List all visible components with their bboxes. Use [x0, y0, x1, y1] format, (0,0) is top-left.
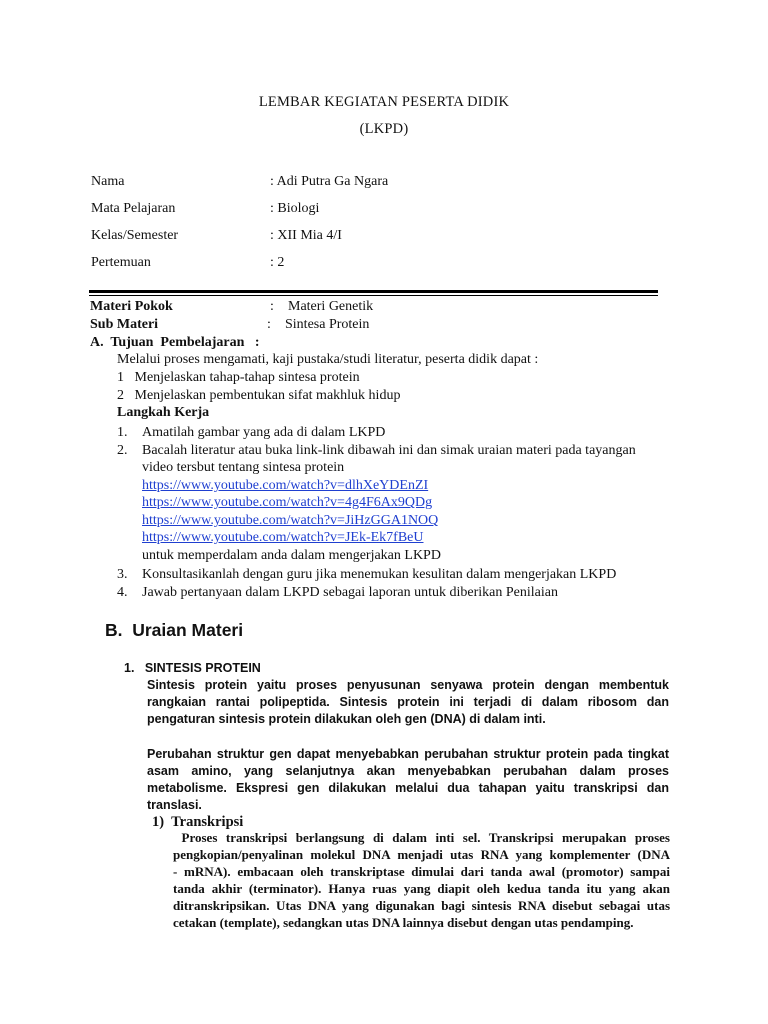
video-link[interactable]: https://www.youtube.com/watch?v=JiHzGGA1NOQ [142, 513, 439, 528]
uraian-heading: B. Uraian Materi [105, 620, 244, 640]
identity-value-kelas-semester: : XII Mia 4/I [270, 228, 342, 243]
paragraph-line: translasi. [147, 798, 202, 812]
paragraph-line: - mRNA). embacaan oleh transkriptase dimulai dari tanda awal (promotor) sampai [173, 864, 670, 879]
document-subtitle: (LKPD) [359, 121, 409, 137]
video-link[interactable]: https://www.youtube.com/watch?v=dlhXeYDEnZI [142, 478, 429, 493]
paragraph-line: tanda akhir (terminator). Hanya ruas yang diapit oleh kedua tanda itu yang akan [173, 881, 670, 896]
paragraph-line: pengaturan sintesis protein dilakukan oleh gen (DNA) di dalam inti. [147, 712, 546, 726]
langkah-heading: Langkah Kerja [117, 405, 210, 420]
identity-label-pertemuan: Pertemuan [91, 255, 151, 270]
materi-pokok-colon: : [270, 299, 274, 314]
after-links-text: untuk memperdalam anda dalam mengerjakan LKPD [142, 548, 441, 563]
tujuan-intro: Melalui proses mengamati, kaji pustaka/studi literatur, peserta didik dapat : [117, 352, 539, 367]
paragraph-line: metabolisme. Ekspresi gen dilakukan melalui dua tahapan yaitu transkripsi dan [147, 781, 669, 795]
step-text: Jawab pertanyaan dalam LKPD sebagai laporan untuk diberikan Penilaian [142, 585, 558, 600]
step-text: Amatilah gambar yang ada di dalam LKPD [142, 425, 386, 440]
step-number: 4. [117, 585, 128, 600]
video-link[interactable]: https://www.youtube.com/watch?v=4g4F6Ax9QDg [142, 495, 433, 510]
sub-materi-colon: : [267, 317, 271, 332]
step-number: 3. [117, 567, 128, 582]
materi-pokok-value: Materi Genetik [288, 299, 374, 314]
identity-label-kelas-semester: Kelas/Semester [91, 228, 179, 243]
paragraph-line: Proses transkripsi berlangsung di dalam inti sel. Transkripsi merupakan proses [173, 830, 670, 845]
sub-materi-label: Sub Materi [90, 317, 159, 332]
sub-materi-value: Sintesa Protein [285, 317, 370, 332]
paragraph-line: pengkopian/penyalinan molekul DNA menjadi utas RNA yang komplementer (DNA [173, 847, 670, 862]
paragraph-line: asam amino, yang selanjutnya akan menyebabkan perubahan dalam proses [147, 764, 669, 778]
identity-value-nama: : Adi Putra Ga Ngara [270, 174, 389, 189]
tujuan-item: 1 Menjelaskan tahap-tahap sintesa protein [117, 370, 360, 385]
identity-label-nama: Nama [91, 174, 125, 189]
identity-value-mata-pelajaran: : Biologi [270, 201, 320, 216]
identity-value-pertemuan: : 2 [270, 255, 285, 270]
identity-label-mata-pelajaran: Mata Pelajaran [91, 201, 176, 216]
transkripsi-heading: 1) Transkripsi [152, 814, 244, 830]
step-number: 1. [117, 425, 128, 440]
step-number: 2. [117, 443, 128, 458]
paragraph-line: rangkaian rantai polipeptida. Sintesis protein ini terjadi di dalam ribosom dan [147, 695, 669, 709]
step-text: Bacalah literatur atau buka link-link dibawah ini dan simak uraian materi pada tayangan [142, 443, 636, 458]
paragraph-line: ditranskripsikan. Utas DNA yang digunakan bagi sintesis RNA disebut sebagai utas [173, 898, 670, 913]
tujuan-heading: A. Tujuan Pembelajaran : [90, 335, 260, 350]
paragraph-line: cetakan (template), sedangkan utas DNA lainnya disebut dengan utas pendamping. [173, 915, 634, 930]
step-text: video tersbut tentang sintesa protein [142, 460, 345, 475]
sintesis-heading: 1. SINTESIS PROTEIN [124, 661, 261, 675]
video-link[interactable]: https://www.youtube.com/watch?v=JEk-Ek7fBeU [142, 530, 424, 545]
divider-thin [89, 295, 658, 296]
divider-thick [89, 290, 658, 293]
paragraph-line: Sintesis protein yaitu proses penyusunan senyawa protein dengan membentuk [147, 678, 669, 692]
document-title: LEMBAR KEGIATAN PESERTA DIDIK [258, 94, 510, 110]
paragraph-line: Perubahan struktur gen dapat menyebabkan perubahan struktur protein pada tingkat [147, 747, 669, 761]
step-text: Konsultasikanlah dengan guru jika menemukan kesulitan dalam mengerjakan LKPD [142, 567, 617, 582]
tujuan-item: 2 Menjelaskan pembentukan sifat makhluk hidup [117, 388, 401, 403]
materi-pokok-label: Materi Pokok [90, 299, 173, 314]
